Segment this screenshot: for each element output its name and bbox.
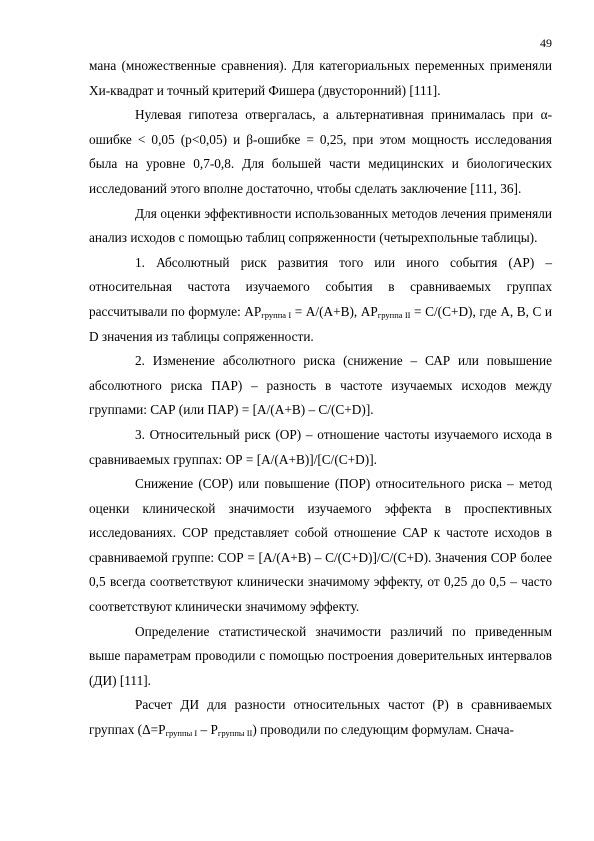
- paragraph: [89, 472, 552, 620]
- text-run: мана (множественные сравнения). Для категориальных переменных применяли Хи-квадрат и точный критерий Фишера (двусторонний) [111].: [89, 58, 552, 98]
- text-run: 3. Относительный риск (ОР) – отношение частоты изучаемого исхода в сравниваемых группах: ОР = [А/(А+В)]/[С/(С+D)].: [89, 426, 552, 467]
- paragraph: [89, 54, 552, 103]
- paragraph: [89, 693, 552, 742]
- subscript: группа I: [261, 309, 292, 320]
- text-run: Расчет ДИ для разности относительных частот (Р) в сравниваемых группах (Δ=Р: [89, 697, 552, 738]
- text-run: Нулевая гипотеза отвергалась, а альтернативная принималась при α-ошибке < 0,05 (p<0,05) и β-ошибке = 0,25, при этом мощность исследования была на уровне 0,7-0,8. Для большей части медицинских и биологических исследований этого вполне достаточно, чтобы сделать заключение [111, 36].: [89, 107, 552, 196]
- subscript: группы I: [165, 728, 198, 739]
- paragraph: [89, 202, 552, 251]
- subscript: группы II: [217, 728, 253, 739]
- text-run: – Р: [197, 722, 218, 738]
- page-number: 49: [540, 36, 552, 50]
- paragraph: [89, 423, 552, 472]
- text-run: Для оценки эффективности использованных методов лечения применяли анализ исходов с помощью таблиц сопряженности (четырехпольные таблицы).: [89, 205, 552, 246]
- paragraph: [89, 620, 552, 694]
- text-run: ) проводили по следующим формулам. Снача-: [252, 722, 514, 738]
- text-run: 2. Изменение абсолютного риска (снижение – САР или повышение абсолютного риска ПАР) – разность в частоте изучаемых исходов между группами: САР (или ПАР) = [А/(А+В) – С/(С+D)].: [89, 353, 552, 418]
- subscript: группа II: [377, 309, 411, 320]
- text-run: Снижение (СОР) или повышение (ПОР) относительного риска – метод оценки клинической значимости изучаемого эффекта в проспективных исследованиях. СОР представляет собой отношение САР к частоте исходов в сравниваемой группе: СОР = [А/(А+В) – С/(С+D)]/С/(С+D). Значения СОР более 0,5 всегда соответствуют клинически значимому эффекту, от 0,25 до 0,5 – часто соответствуют клинически значимому эффекту.: [89, 476, 552, 615]
- text-run: Определение статистической значимости различий по приведенным выше параметрам проводили с помощью построения доверительных интервалов (ДИ) [111].: [89, 623, 552, 688]
- text-run: = А/(А+В), АР: [291, 303, 378, 319]
- text-run: 1. Абсолютный риск развития того или иного события (АР) – относительная частота изучаемого события в сравниваемых группах рассчитывали по формуле: АР: [89, 254, 552, 319]
- body-text: [89, 54, 552, 743]
- paragraph: [89, 349, 552, 423]
- text-run: = С/(С+D), где А, В, С и D значения из таблицы сопряженности.: [89, 303, 553, 344]
- paragraph: [89, 103, 552, 201]
- paragraph: [89, 251, 552, 349]
